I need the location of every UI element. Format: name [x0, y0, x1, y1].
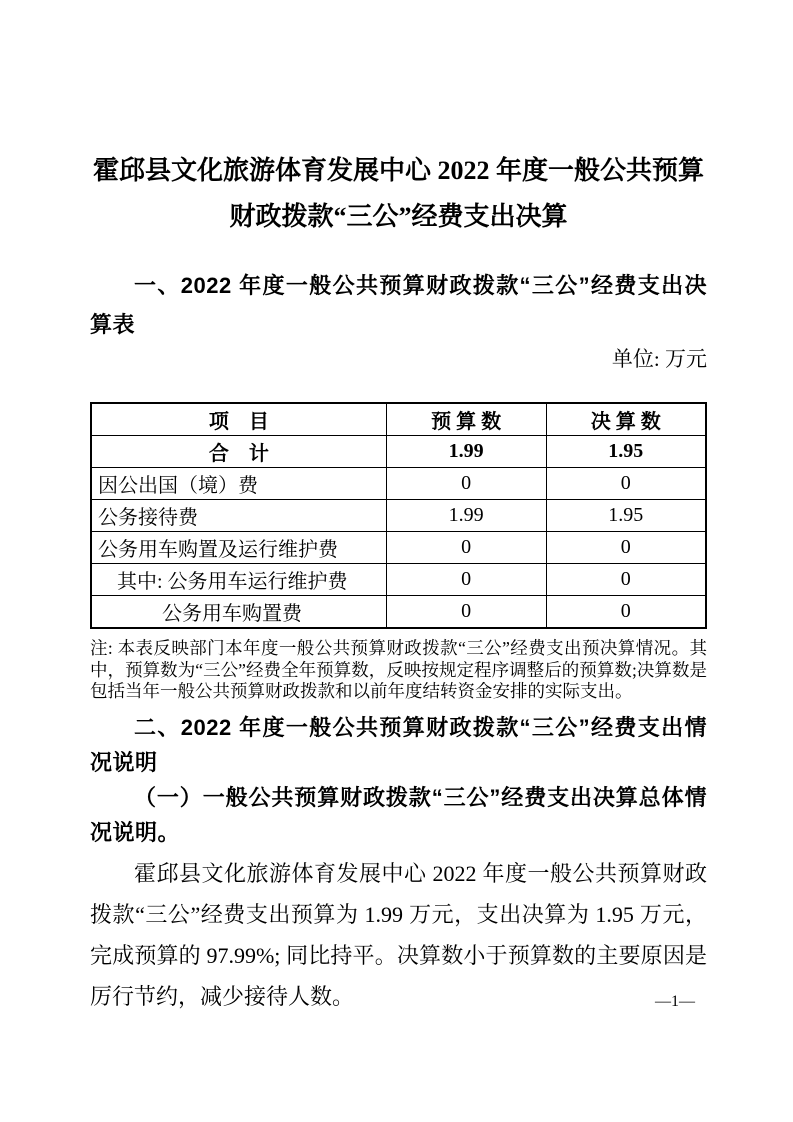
row-final-value: 0	[546, 468, 706, 500]
section1-heading: 一、2022 年度一般公共预算财政拨款“三公”经费支出决算表	[90, 273, 707, 337]
section2-heading: 二、2022 年度一般公共预算财政拨款“三公”经费支出情况说明	[90, 714, 707, 775]
section2-paragraph: 霍邱县文化旅游体育发展中心 2022 年度一般公共预算财政拨款“三公”经费支出预算为 1.99 万元，支出决算为 1.95 万元，完成预算的 97.99%; 同比持平。决算数小于预算数的主要原因是厉行节约，减少接待人数。	[90, 860, 707, 1009]
section2-sub-heading: （一）一般公共预算财政拨款“三公”经费支出决算总体情况说明。	[90, 784, 707, 845]
column-header-item: 项 目	[91, 403, 386, 436]
document-title-line1: 霍邱县文化旅游体育发展中心 2022 年度一般公共预算	[92, 156, 704, 185]
page-number: —1—	[655, 993, 695, 1010]
row-item-label: 其中: 公务用车运行维护费	[91, 564, 386, 596]
row-item-label: 公务用车购置及运行维护费	[91, 532, 386, 564]
row-final-value: 1.95	[546, 436, 706, 468]
row-budget-value: 1.99	[386, 436, 546, 468]
row-item-label: 公务接待费	[91, 500, 386, 532]
three-public-expense-table	[90, 402, 707, 629]
row-item-label: 合 计	[91, 436, 386, 468]
unit-label: 单位: 万元	[611, 347, 707, 371]
row-item-label: 因公出国（境）费	[91, 468, 386, 500]
table-row-abroad-fee	[91, 468, 706, 500]
row-budget-value: 0	[386, 532, 546, 564]
table-row-total	[91, 436, 706, 468]
document-title	[90, 148, 707, 240]
table-row-vehicle-total	[91, 532, 706, 564]
row-budget-value: 0	[386, 596, 546, 629]
table-note: 注: 本表反映部门本年度一般公共预算财政拨款“三公”经费支出预决算情况。其中，预算数为“三公”经费全年预算数，反映按规定程序调整后的预算数;决算数是包括当年一般公共预算财政拨款和以前年度结转资金安排的实际支出。	[90, 638, 707, 701]
row-budget-value: 0	[386, 564, 546, 596]
row-budget-value: 0	[386, 468, 546, 500]
column-header-final: 决 算 数	[546, 403, 706, 436]
row-item-label: 公务用车购置费	[91, 596, 386, 629]
document-title-line2: 财政拨款“三公”经费支出决算	[229, 202, 568, 231]
row-final-value: 0	[546, 532, 706, 564]
row-final-value: 0	[546, 564, 706, 596]
column-header-budget: 预 算 数	[386, 403, 546, 436]
table-header-row	[91, 403, 706, 436]
row-final-value: 1.95	[546, 500, 706, 532]
table-row-reception-fee	[91, 500, 706, 532]
table-row-vehicle-operation	[91, 564, 706, 596]
table-row-vehicle-purchase	[91, 596, 706, 629]
row-budget-value: 1.99	[386, 500, 546, 532]
row-final-value: 0	[546, 596, 706, 629]
